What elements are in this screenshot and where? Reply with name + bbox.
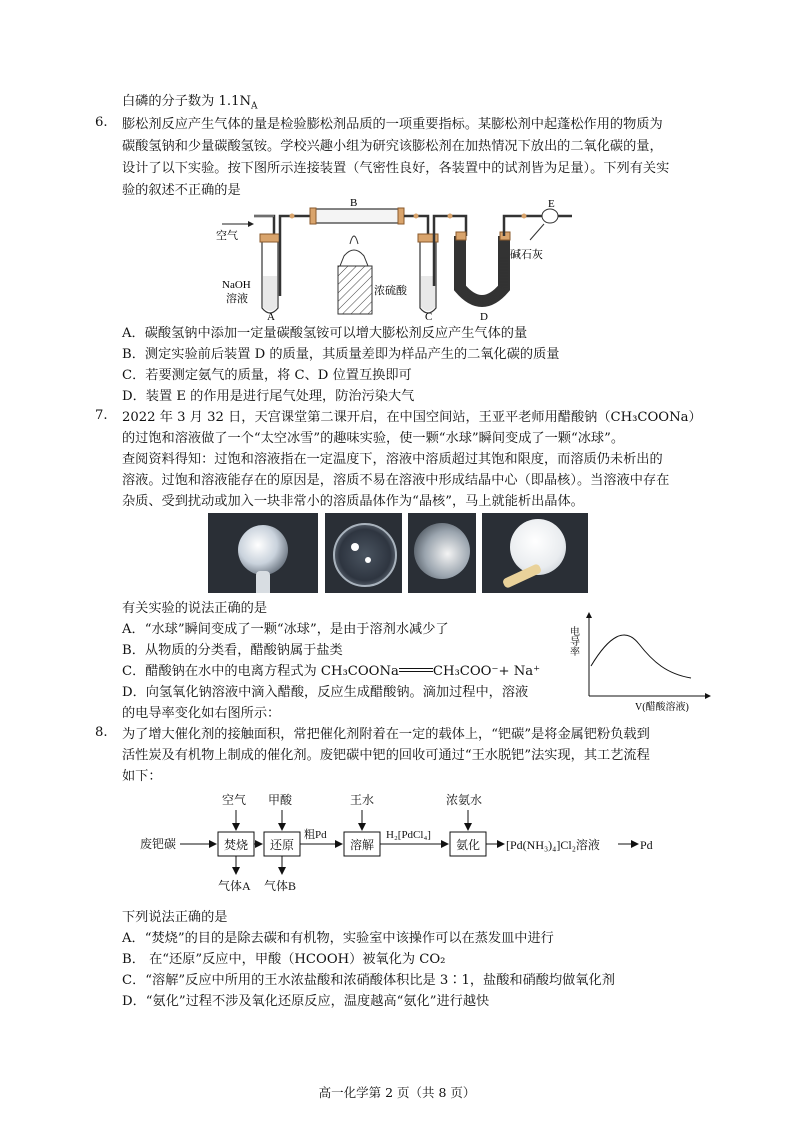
label-c: C [425, 311, 433, 322]
alcohol-lamp [340, 250, 368, 266]
q6-stem-line: 膨松剂反应产生气体的量是检验膨松剂品质的一项重要指标。某膨松剂中起蓬松作用的物质为 [122, 117, 663, 132]
flow-box-dissolve-label: 溶解 [350, 838, 375, 852]
q6-stem-line: 设计了以下实验。按下图所示连接装置（气密性良好，各装置中的试剂皆为足量）。下列有关实 [122, 161, 670, 176]
q6-stem-line: 碳酸氢钠和少量碳酸氢铵。学校兴趣小组为研究该膨松剂在加热情况下放出的二氧化碳的量， [122, 139, 663, 154]
naoh-liquid [263, 276, 277, 311]
page-footer: 高一化学第 2 页（共 8 页） [318, 1085, 476, 1100]
q8-question: 下列说法正确的是 [122, 910, 228, 925]
soda-lime-label: 碱石灰 [510, 249, 543, 261]
q8-option-a: A．“焚烧”的目的是除去碳和有机物，实验室中该操作可以在蒸发皿中进行 [122, 931, 554, 946]
tube-a-to-b [280, 216, 312, 296]
q8-option-b: B． 在“还原”反应中，甲酸（HCOOH）被氧化为 CO₂ [122, 952, 446, 967]
flow-input-aqua-regia: 王水 [350, 793, 375, 807]
q7-stem-line: 查阅资料得知：过饱和溶液指在一定温度下，溶液中溶质超过其饱和限度，而溶质仍未析出的 [122, 452, 663, 467]
tube-b [314, 209, 400, 223]
q7-stem-line: 溶液。过饱和溶液能存在的原因是，溶质不易在溶液中形成结晶中心（即晶核）。当溶液中存在 [122, 473, 670, 488]
label-e: E [548, 198, 555, 210]
top-line: 白磷的分子数为 $1.1N_A$ [122, 94, 258, 112]
naoh-label: NaOH [222, 279, 251, 291]
flow-end-pd: Pd [640, 838, 653, 852]
photo-crystal-growing [408, 513, 476, 593]
flow-output-gas-a: 气体A [218, 879, 251, 893]
q8-option-c: C．“溶解”反应中所用的王水浓盐酸和浓硝酸体积比是 3∶1，盐酸和硝酸均做氧化剂 [122, 973, 615, 988]
q8-stem-line: 如下： [122, 769, 162, 784]
q7-option-b: B．从物质的分类看，醋酸钠属于盐类 [122, 643, 343, 658]
conductivity-graph [565, 612, 715, 712]
q6-option-d: D．装置 E 的作用是进行尾气处理，防治污染大气 [122, 389, 415, 404]
q7-option-c: C．醋酸钠在水中的电离方程式为 CH₃COONa CH₃COO⁻+ Na⁺ [122, 664, 541, 679]
q7-number: 7. [95, 408, 108, 423]
flow-box-reduce-label: 还原 [270, 838, 295, 852]
flow-input-formic: 甲酸 [268, 793, 293, 807]
q7-option-d-cont: 的电导率变化如右图所示： [122, 706, 281, 721]
air-arrowhead [248, 221, 254, 227]
q6-stem-line: 验的叙述不正确的是 [122, 183, 241, 198]
graph-y-label: 电导率 [567, 626, 579, 656]
q8-number: 8. [95, 725, 108, 740]
q7-stem-line: 2022 年 3 月 32 日，天宫课堂第二课开启，在中国空间站，王亚平老师用醋酸钠（CH₃COONa） [122, 410, 702, 425]
q7-option-a: A．“水球”瞬间变成了一颗“冰球”，是由于溶剂水减少了 [122, 622, 449, 637]
photo-crystal-start [325, 513, 402, 593]
q6-option-c: C．若要测定氨气的质量，将 C、D 位置互换即可 [122, 368, 412, 383]
q6-option-a: A．碳酸氢钠中添加一定量碳酸氢铵可以增大膨松剂反应产生气体的量 [122, 326, 528, 341]
acid-label: 浓硫酸 [374, 285, 407, 297]
photo-water-ball [208, 513, 318, 593]
q7-stem-line: 杂质、受到扰动或加入一块非常小的溶质晶体作为“晶核”，马上就能析出晶体。 [122, 494, 584, 509]
q8-stem-line: 活性炭及有机物上制成的催化剂。废钯碳中钯的回收可通过“王水脱钯”法实现，其工艺流程 [122, 748, 650, 763]
q7-option-d: D．向氢氧化钠溶液中滴入醋酸，反应生成醋酸钠。滴加过程中，溶液 [122, 685, 529, 700]
graph-x-label: V(醋酸溶液) [635, 702, 689, 712]
q7-stem-line: 的过饱和溶液做了一个“太空冰雪”的趣味实验，使一颗“水球”瞬间变成了一颗“冰球”。 [122, 431, 625, 446]
flow-output-gas-b: 气体B [264, 879, 297, 893]
lamp-stand [338, 266, 372, 314]
flow-box-ammoniate-label: 氨化 [456, 838, 481, 852]
q6-apparatus-diagram [214, 196, 584, 322]
q8-option-d: D．“氨化”过程不涉及氧化还原反应，温度越高“氨化”进行越快 [122, 994, 490, 1009]
q6-option-b: B．测定实验前后装置 D 的质量，其质量差即为样品产生的二氧化碳的质量 [122, 347, 560, 362]
flow-crude-pd: 粗Pd [304, 829, 327, 841]
flame [350, 236, 358, 244]
flow-input-air: 空气 [222, 793, 247, 807]
naoh-solution-label: 溶液 [226, 293, 248, 305]
photo-ice-ball [482, 513, 588, 593]
q7-question: 有关实验的说法正确的是 [122, 601, 268, 616]
process-flowchart [140, 788, 680, 900]
conductivity-curve [591, 635, 691, 678]
flow-input-ammonia: 浓氨水 [446, 793, 483, 807]
air-label: 空气 [216, 230, 238, 242]
label-d: D [480, 311, 488, 322]
flow-complex-solution: [Pd(NH₃)₄]Cl₂溶液 [506, 838, 600, 852]
q8-stem-line: 为了增大催化剂的接触面积，常把催化剂附着在一定的载体上，“钯碳”是将金属钯粉负载到 [122, 727, 650, 742]
stopper-a [260, 234, 280, 242]
flow-start: 废钯碳 [140, 837, 177, 851]
equilibrium-arrow [399, 668, 433, 672]
flow-h2pdcl4: H₂[PdCl₄] [386, 829, 431, 841]
label-a: A [267, 311, 275, 322]
drying-tube-e [542, 209, 558, 223]
flow-box-burn-label: 焚烧 [224, 838, 249, 852]
label-b: B [350, 197, 358, 209]
q6-number: 6. [95, 115, 108, 130]
